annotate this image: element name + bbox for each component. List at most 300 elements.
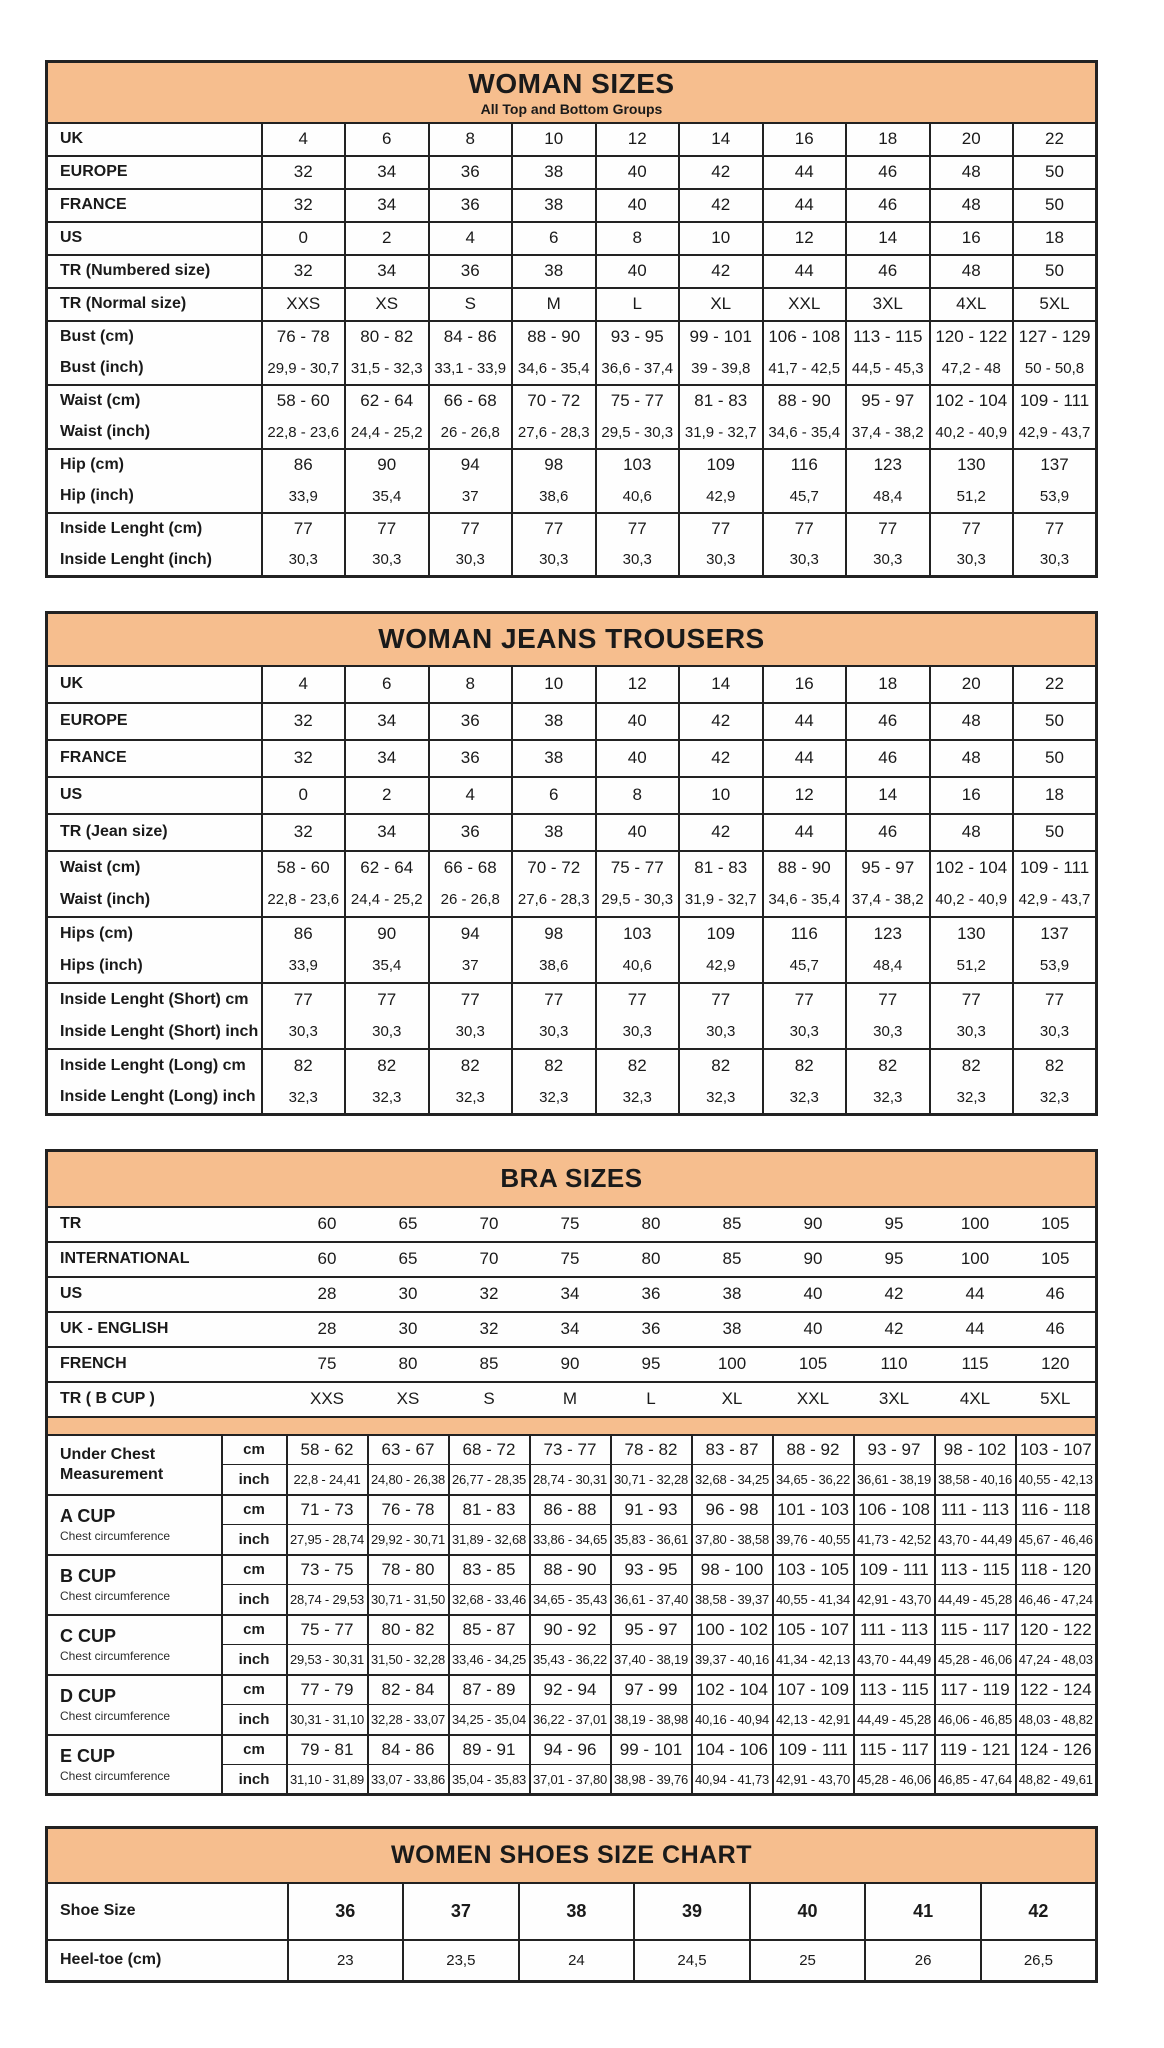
cell: 84 - 86: [368, 1735, 449, 1765]
cell: 77: [429, 983, 513, 1016]
cell: 18: [1013, 222, 1097, 255]
cell: 115 - 117: [854, 1735, 935, 1765]
table-row: [47, 1435, 1097, 1465]
cell: 96 - 98: [692, 1495, 773, 1525]
group-subtitle: Chest circumference: [60, 1588, 171, 1603]
cell: 75: [530, 1242, 611, 1277]
cell: 32,3: [1013, 1082, 1097, 1115]
cell: 42,91 - 43,70: [854, 1585, 935, 1615]
cell: 31,89 - 32,68: [449, 1525, 530, 1555]
cell: 130: [930, 449, 1014, 481]
row-label: Inside Lenght (Long) cm: [47, 1049, 262, 1082]
table-row: [47, 1082, 1097, 1115]
cell: 36,6 - 37,4: [596, 353, 680, 385]
cell: 38: [512, 703, 596, 740]
cell: 34,65 - 35,43: [530, 1585, 611, 1615]
cell: 77: [1013, 983, 1097, 1016]
cell: 32,3: [512, 1082, 596, 1115]
cell: 85: [692, 1242, 773, 1277]
measurement-group-label: [47, 1435, 222, 1495]
cell: 32,3: [846, 1082, 930, 1115]
cell: 22,8 - 23,6: [262, 884, 346, 917]
table-row: [47, 1049, 1097, 1082]
cell: 39,37 - 40,16: [692, 1645, 773, 1675]
cell: 42: [981, 1883, 1097, 1940]
cell: 80 - 82: [345, 321, 429, 353]
cell: 100: [935, 1242, 1016, 1277]
cell: 34: [345, 740, 429, 777]
row-label: Inside Lenght (Short) inch: [47, 1016, 262, 1049]
cell: 36,22 - 37,01: [530, 1705, 611, 1735]
cell: 16: [763, 123, 847, 156]
cell: 44,49 - 45,28: [935, 1585, 1016, 1615]
cell: 33,9: [262, 481, 346, 513]
cell: 32,3: [930, 1082, 1014, 1115]
cell: 14: [679, 123, 763, 156]
cell: 16: [763, 666, 847, 703]
row-label: Heel-toe (cm): [47, 1940, 288, 1982]
cell: 4: [429, 222, 513, 255]
cell: 102 - 104: [930, 851, 1014, 884]
cell: M: [512, 288, 596, 321]
table-row: [47, 449, 1097, 481]
table-header-row: [47, 613, 1097, 666]
cell: 33,86 - 34,65: [530, 1525, 611, 1555]
cell: 113 - 115: [846, 321, 930, 353]
cell: 77: [512, 513, 596, 545]
group-subtitle: Chest circumference: [60, 1528, 171, 1543]
cell: 29,9 - 30,7: [262, 353, 346, 385]
row-label: Hip (cm): [47, 449, 262, 481]
table-row: [47, 156, 1097, 189]
table-row: [47, 1495, 1097, 1525]
cell: 30,71 - 31,50: [368, 1585, 449, 1615]
cell: M: [530, 1382, 611, 1417]
table-row: [47, 513, 1097, 545]
cell: 116: [763, 449, 847, 481]
table-row: [47, 814, 1097, 851]
cell: 4: [429, 777, 513, 814]
cell: 92 - 94: [530, 1675, 611, 1705]
cell: 30,3: [1013, 1016, 1097, 1049]
cell: 36: [429, 703, 513, 740]
table-row: [47, 255, 1097, 288]
cell: 130: [930, 917, 1014, 950]
table-title: BRA SIZES: [500, 1162, 643, 1193]
cell: XL: [679, 288, 763, 321]
unit-label: inch: [222, 1525, 287, 1555]
table-row: [47, 983, 1097, 1016]
shoes-grid: [45, 1826, 1098, 1983]
cell: 30,3: [763, 1016, 847, 1049]
cell: 38: [512, 156, 596, 189]
row-label: Shoe Size: [47, 1883, 288, 1940]
divider-band-cell: [47, 1417, 1097, 1435]
cell: 37,4 - 38,2: [846, 884, 930, 917]
cell: 98: [512, 917, 596, 950]
cell: 58 - 60: [262, 851, 346, 884]
cell: XS: [368, 1382, 449, 1417]
cell: 75 - 77: [287, 1615, 368, 1645]
cell: 12: [596, 123, 680, 156]
row-label: Hips (cm): [47, 917, 262, 950]
row-label: Bust (cm): [47, 321, 262, 353]
cell: 33,9: [262, 950, 346, 983]
cell: 111 - 113: [935, 1495, 1016, 1525]
cell: 116: [763, 917, 847, 950]
cell: 75: [287, 1347, 368, 1382]
cell: 42,9: [679, 481, 763, 513]
cell: 38: [692, 1312, 773, 1347]
cell: 38,6: [512, 481, 596, 513]
cell: 48: [930, 255, 1014, 288]
cell: 43,70 - 44,49: [935, 1525, 1016, 1555]
cell: 45,7: [763, 481, 847, 513]
cell: 109 - 111: [1013, 385, 1097, 417]
cell: 45,7: [763, 950, 847, 983]
cell: 87 - 89: [449, 1675, 530, 1705]
table-row: [47, 189, 1097, 222]
cell: 46,85 - 47,64: [935, 1765, 1016, 1795]
cell: 102 - 104: [930, 385, 1014, 417]
cell: 58 - 60: [262, 385, 346, 417]
cell: 120: [1016, 1347, 1097, 1382]
cell: 40,6: [596, 950, 680, 983]
cell: 106 - 108: [763, 321, 847, 353]
group-title: D CUP: [60, 1686, 117, 1707]
table-header: [47, 1828, 1097, 1883]
cell: 41,34 - 42,13: [773, 1645, 854, 1675]
cell: 50: [1013, 255, 1097, 288]
cell: 34: [345, 156, 429, 189]
cell: 26 - 26,8: [429, 417, 513, 449]
cell: 41,7 - 42,5: [763, 353, 847, 385]
table-row: [47, 321, 1097, 353]
cell: 77 - 79: [287, 1675, 368, 1705]
cell: 110: [854, 1347, 935, 1382]
cell: 86: [262, 449, 346, 481]
cell: 22: [1013, 666, 1097, 703]
cell: 115 - 117: [935, 1615, 1016, 1645]
cell: 50: [1013, 156, 1097, 189]
cell: 137: [1013, 449, 1097, 481]
cell: 32,3: [679, 1082, 763, 1115]
row-label: EUROPE: [47, 703, 262, 740]
table-row: [47, 1675, 1097, 1705]
cell: 30,3: [596, 1016, 680, 1049]
woman-sizes-table: [45, 60, 1164, 578]
cell: XXS: [287, 1382, 368, 1417]
cell: 39,76 - 40,55: [773, 1525, 854, 1555]
cell: 77: [763, 983, 847, 1016]
cell: 38: [512, 814, 596, 851]
cell: 16: [930, 777, 1014, 814]
cell: 77: [345, 983, 429, 1016]
cell: 105: [1016, 1207, 1097, 1242]
cell: 120 - 122: [1016, 1615, 1097, 1645]
cell: 29,53 - 30,31: [287, 1645, 368, 1675]
cell: 30,31 - 31,10: [287, 1705, 368, 1735]
woman-sizes-grid: [45, 60, 1098, 578]
cell: 77: [429, 513, 513, 545]
cell: 88 - 92: [773, 1435, 854, 1465]
cell: 46: [846, 156, 930, 189]
cell: 42: [679, 156, 763, 189]
cell: 75 - 77: [596, 851, 680, 884]
row-label: TR (Normal size): [47, 288, 262, 321]
cell: 6: [512, 777, 596, 814]
cell: 82: [512, 1049, 596, 1082]
cell: 37,80 - 38,58: [692, 1525, 773, 1555]
cell: 32,68 - 34,25: [692, 1465, 773, 1495]
row-label: Hip (inch): [47, 481, 262, 513]
table-row: [47, 222, 1097, 255]
cell: 98 - 100: [692, 1555, 773, 1585]
cell: 30,3: [512, 545, 596, 577]
cell: 30,3: [846, 545, 930, 577]
cell: 44,5 - 45,3: [846, 353, 930, 385]
cell: 83 - 87: [692, 1435, 773, 1465]
table-row: [47, 385, 1097, 417]
cell: 81 - 83: [679, 385, 763, 417]
row-label: Waist (inch): [47, 417, 262, 449]
cell: 103: [596, 917, 680, 950]
cell: 88 - 90: [763, 385, 847, 417]
cell: 45,67 - 46,46: [1016, 1525, 1097, 1555]
cell: 79 - 81: [287, 1735, 368, 1765]
cell: 30,3: [846, 1016, 930, 1049]
cell: 47,2 - 48: [930, 353, 1014, 385]
cell: 34: [345, 814, 429, 851]
cell: 44: [763, 156, 847, 189]
table-header-row: [47, 1828, 1097, 1883]
cell: 34: [530, 1312, 611, 1347]
cell: 82: [763, 1049, 847, 1082]
cell: 77: [846, 513, 930, 545]
cell: 77: [679, 513, 763, 545]
measurement-group-label: [47, 1615, 222, 1675]
group-subtitle: Chest circumference: [60, 1648, 171, 1663]
cell: 106 - 108: [854, 1495, 935, 1525]
cell: 50: [1013, 740, 1097, 777]
cell: 65: [368, 1207, 449, 1242]
cell: 82: [1013, 1049, 1097, 1082]
cell: 37,40 - 38,19: [611, 1645, 692, 1675]
cell: 33,1 - 33,9: [429, 353, 513, 385]
cell: 36: [429, 156, 513, 189]
cell: 40,2 - 40,9: [930, 417, 1014, 449]
cell: 36: [429, 740, 513, 777]
table-header: [47, 62, 1097, 123]
group-title: B CUP: [60, 1566, 117, 1587]
row-label: US: [47, 777, 262, 814]
cell: 95: [611, 1347, 692, 1382]
cell: 111 - 113: [854, 1615, 935, 1645]
cell: 50: [1013, 814, 1097, 851]
cell: 30,3: [1013, 545, 1097, 577]
row-label: Waist (cm): [47, 851, 262, 884]
cell: 48,03 - 48,82: [1016, 1705, 1097, 1735]
cell: 4XL: [935, 1382, 1016, 1417]
cell: 95: [854, 1242, 935, 1277]
cell: 24,5: [634, 1940, 750, 1982]
cell: 38,6: [512, 950, 596, 983]
cell: 4: [262, 666, 346, 703]
cell: 25: [750, 1940, 866, 1982]
row-label: EUROPE: [47, 156, 262, 189]
cell: 101 - 103: [773, 1495, 854, 1525]
cell: 28: [287, 1277, 368, 1312]
cell: 40: [596, 703, 680, 740]
cell: 42: [679, 703, 763, 740]
measurement-group-label: [47, 1735, 222, 1795]
cell: 43,70 - 44,49: [854, 1645, 935, 1675]
cell: 48: [930, 703, 1014, 740]
cell: 48: [930, 740, 1014, 777]
cell: 42: [854, 1277, 935, 1312]
cell: 36: [429, 189, 513, 222]
table-row: [47, 851, 1097, 884]
row-label: UK - ENGLISH: [47, 1312, 287, 1347]
cell: 29,5 - 30,3: [596, 884, 680, 917]
table-row: [47, 353, 1097, 385]
cell: 33,46 - 34,25: [449, 1645, 530, 1675]
cell: 46: [846, 703, 930, 740]
cell: 12: [596, 666, 680, 703]
cell: 10: [679, 777, 763, 814]
cell: 48: [930, 189, 1014, 222]
cell: 40,55 - 42,13: [1016, 1465, 1097, 1495]
row-label: FRENCH: [47, 1347, 287, 1382]
cell: 45,28 - 46,06: [935, 1645, 1016, 1675]
cell: 26,5: [981, 1940, 1097, 1982]
cell: 40: [596, 156, 680, 189]
cell: 109: [679, 917, 763, 950]
cell: 89 - 91: [449, 1735, 530, 1765]
cell: 82: [345, 1049, 429, 1082]
cell: 50 - 50,8: [1013, 353, 1097, 385]
row-label: FRANCE: [47, 740, 262, 777]
table-row: [47, 288, 1097, 321]
cell: 46: [846, 189, 930, 222]
row-label: Bust (inch): [47, 353, 262, 385]
cell: 118 - 120: [1016, 1555, 1097, 1585]
cell: 34: [530, 1277, 611, 1312]
cell: 31,10 - 31,89: [287, 1765, 368, 1795]
cell: 24,4 - 25,2: [345, 417, 429, 449]
group-title: C CUP: [60, 1626, 117, 1647]
cell: 77: [1013, 513, 1097, 545]
cell: 120 - 122: [930, 321, 1014, 353]
cell: 12: [763, 222, 847, 255]
cell: 32,28 - 33,07: [368, 1705, 449, 1735]
cell: 77: [763, 513, 847, 545]
table-row: [47, 1615, 1097, 1645]
cell: 38: [512, 740, 596, 777]
cell: 77: [596, 983, 680, 1016]
cell: 53,9: [1013, 481, 1097, 513]
cell: 48: [930, 156, 1014, 189]
cell: 99 - 101: [679, 321, 763, 353]
cell: 40: [750, 1883, 866, 1940]
cell: 40: [596, 189, 680, 222]
cell: 14: [679, 666, 763, 703]
cell: 40: [596, 814, 680, 851]
cell: 77: [679, 983, 763, 1016]
cell: 44: [935, 1277, 1016, 1312]
cell: 80: [611, 1242, 692, 1277]
cell: 30,3: [345, 1016, 429, 1049]
cell: 32,3: [262, 1082, 346, 1115]
table-row: [47, 1382, 1097, 1417]
cell: 30,3: [596, 545, 680, 577]
cell: 100: [692, 1347, 773, 1382]
cell: 78 - 80: [368, 1555, 449, 1585]
cell: 66 - 68: [429, 385, 513, 417]
cell: 32: [449, 1277, 530, 1312]
table-header-row: [47, 1151, 1097, 1207]
table-row: [47, 917, 1097, 950]
cell: 36,61 - 37,40: [611, 1585, 692, 1615]
cell: 40: [596, 255, 680, 288]
cell: 8: [596, 777, 680, 814]
table-row: [47, 1940, 1097, 1982]
cell: 46,06 - 46,85: [935, 1705, 1016, 1735]
cell: 42: [679, 255, 763, 288]
cell: 119 - 121: [935, 1735, 1016, 1765]
cell: 82: [262, 1049, 346, 1082]
cell: 5XL: [1013, 288, 1097, 321]
unit-label: inch: [222, 1585, 287, 1615]
cell: 32,3: [596, 1082, 680, 1115]
bra-grid: [45, 1149, 1098, 1796]
table-row: [47, 703, 1097, 740]
cell: 65: [368, 1242, 449, 1277]
cell: 85 - 87: [449, 1615, 530, 1645]
cell: 2: [345, 777, 429, 814]
cell: 117 - 119: [935, 1675, 1016, 1705]
cell: 30,3: [345, 545, 429, 577]
cell: 36: [288, 1883, 404, 1940]
cell: 94 - 96: [530, 1735, 611, 1765]
cell: 60: [287, 1242, 368, 1277]
cell: 35,4: [345, 950, 429, 983]
cell: 124 - 126: [1016, 1735, 1097, 1765]
cell: 40,94 - 41,73: [692, 1765, 773, 1795]
table-row: [47, 950, 1097, 983]
cell: 50: [1013, 703, 1097, 740]
cell: 28,74 - 30,31: [530, 1465, 611, 1495]
cell: 33,07 - 33,86: [368, 1765, 449, 1795]
cell: 44,49 - 45,28: [854, 1705, 935, 1735]
cell: 30,3: [763, 545, 847, 577]
cell: 36: [611, 1277, 692, 1312]
cell: 23,5: [403, 1940, 519, 1982]
cell: 38,58 - 39,37: [692, 1585, 773, 1615]
cell: 6: [512, 222, 596, 255]
cell: 77: [846, 983, 930, 1016]
cell: 46,46 - 47,24: [1016, 1585, 1097, 1615]
cell: 32,68 - 33,46: [449, 1585, 530, 1615]
cell: 77: [262, 983, 346, 1016]
cell: 93 - 95: [596, 321, 680, 353]
cell: 103 - 107: [1016, 1435, 1097, 1465]
cell: 58 - 62: [287, 1435, 368, 1465]
cell: 113 - 115: [935, 1555, 1016, 1585]
cell: 42,91 - 43,70: [773, 1765, 854, 1795]
cell: 32: [262, 703, 346, 740]
cell: 44: [763, 189, 847, 222]
